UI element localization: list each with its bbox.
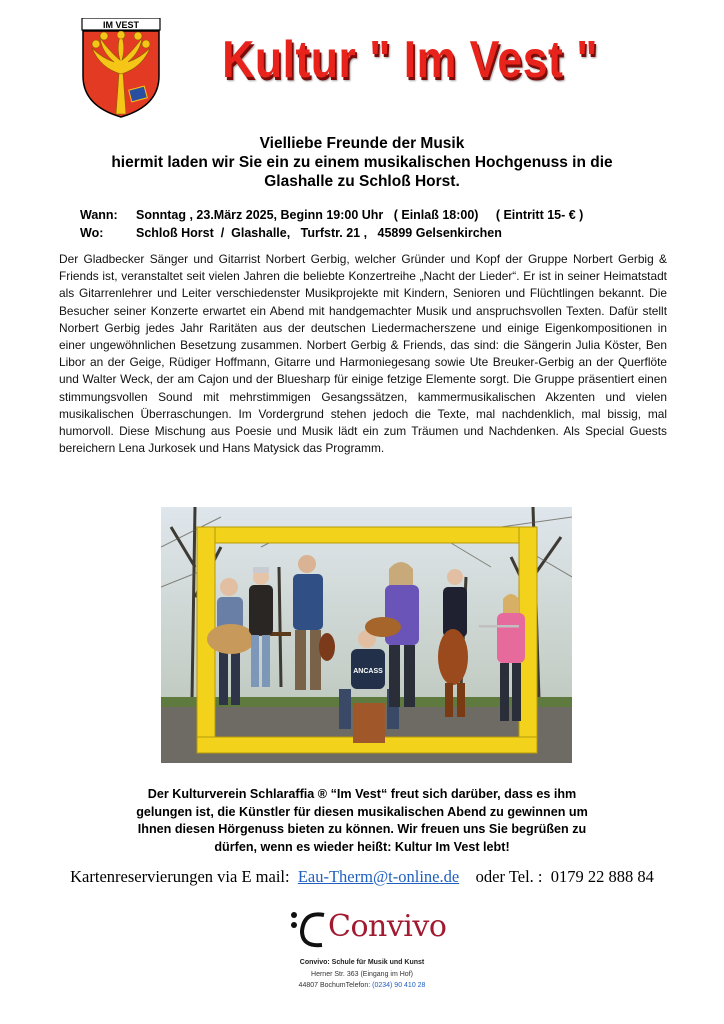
event-when-row — [80, 208, 583, 222]
where-value: Schloß Horst / Glashalle, Turfstr. 21 , 45899 Gelsenkirchen — [136, 226, 502, 240]
convivo-wordmark: Convivo — [328, 909, 447, 944]
address-city: 44807 Bochum — [298, 982, 346, 989]
where-label: Wo: — [80, 226, 104, 240]
closing-line-2: gelungen ist, die Künstler für diesen musikalischen Abend zu gewinnen um — [136, 804, 588, 819]
address-city-phone — [0, 982, 724, 989]
main-title: Kultur " Im Vest " — [222, 31, 598, 89]
event-where-row — [80, 226, 502, 240]
address-street: Herner Str. 363 (Eingang im Hof) — [311, 971, 413, 978]
crest-label: IM VEST — [102, 20, 140, 30]
closing-line-4: dürfen, wenn es wieder heißt: Kultur Im Vest lebt! — [214, 839, 510, 854]
shirt-text: ANCASS — [353, 668, 383, 675]
phone-number: 0179 22 888 84 — [550, 867, 654, 886]
convivo-logo — [288, 905, 447, 955]
closing-line-3: Ihnen diesen Hörgenuss bieten zu können. Wir freuen uns Sie begrüßen zu — [137, 822, 587, 836]
reservation-prefix: Kartenreservierungen via E mail: — [70, 867, 290, 886]
intro-line-1: Vielliebe Freunde der Musik — [259, 135, 465, 152]
email-link[interactable]: Eau-Therm@t-online.de — [297, 867, 460, 886]
when-value: Sonntag , 23.März 2025, Beginn 19:00 Uhr ( Einlaß 18:00) ( Eintritt 15- € ) — [136, 208, 584, 222]
intro-line-2: hiermit laden wir Sie ein zu einem musikalischen Hochgenuss in die — [111, 154, 613, 171]
intro-line-3: Glashalle zu Schloß Horst. — [264, 173, 460, 190]
closing-line-1: Der Kulturverein Schlaraffia ® “Im Vest“ freut sich darüber, dass es ihm — [147, 787, 577, 801]
reservation-line — [0, 867, 724, 887]
im-vest-crest-logo — [80, 18, 162, 118]
school-name: Convivo: Schule für Musik und Kunst — [299, 959, 425, 966]
tel-number: (0234) 90 410 28 — [372, 982, 426, 989]
closing-block — [90, 786, 634, 856]
phone-prefix: oder Tel. : — [475, 867, 543, 886]
bass-clef-icon — [288, 905, 328, 953]
tel-label: Telefon: — [345, 982, 371, 989]
when-label: Wann: — [80, 208, 118, 222]
intro-block — [40, 134, 684, 191]
band-photo — [161, 507, 572, 763]
body-paragraph: Der Gladbecker Sänger und Gitarrist Norbert Gerbig, welcher Gründer und Kopf der Gruppe Norbert Gerbig & Friends ist, veranstaltet seit vielen Jahren die beliebte Konzertreihe „Nacht der Lieder“. Er ist in seiner Heimatstadt als Gitarrenlehrer und Leiter verschiedenster Musikprojekte mit Kindern, Senioren und Flüchtlingen bekannt. Die Besucher seiner Konzerte erwartet ein Abend mit handgemachter Musik und anspruchsvollen Texten. Dafür stellt Norbert Gerbig jedes Jahr Raritäten aus der deutschen Liedermacherszene und einige Eigenkompositionen in einer ungewöhnlichen Besetzung zusammen. Norbert Gerbig & Friends, das sind: die Sängerin Julia Köster, Ben Libor an der Geige, Rüdiger Hoffmann, Gitarre und Harmoniegesang sowie Ute Breuker-Gerbig an der Querflöte und Walter Weck, der am Cajon und der Bluesharp für einige fetzige Elemente sorgt. Die Gruppe präsentiert einen stimmungsvollen Sound mit mehrstimmigen Gesangssätzen, kammermusikalischen Akzenten und vielen musikalischen Überraschungen. Im Vordergrund stehen jedoch die Texte, mal nachdenklich, mal bissig, mal humorvoll. Diese Mischung aus Poesie und Musik lädt ein zum Träumen und Nachdenken. Als Special Guests bereichern Lena Jurkosek und Hans Matysick das Programm. — [59, 252, 667, 456]
